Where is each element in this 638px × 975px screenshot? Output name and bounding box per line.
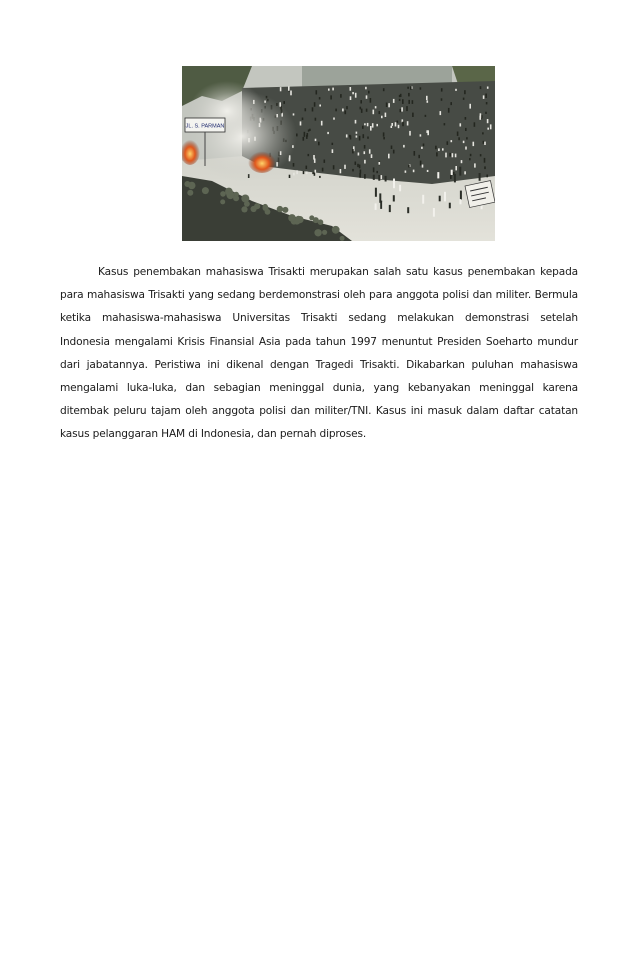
crowd-figure	[364, 160, 366, 164]
crowd-figure	[403, 145, 405, 148]
street-figure	[407, 207, 409, 213]
paragraph-line: ditembak peluru tajam oleh anggota polisi dan militer/TNI. Kasus ini masuk dalam daftar catatan	[60, 405, 578, 418]
street-figure	[444, 192, 446, 202]
crowd-figure	[408, 165, 410, 168]
crowd-figure	[420, 161, 422, 166]
crowd-figure	[359, 165, 361, 169]
crowd-figure	[308, 154, 310, 156]
paragraph-line: kasus pelanggaran HAM di Indonesia, dan pernah diproses.	[60, 428, 367, 441]
crowd-figure	[400, 109, 402, 112]
crowd-figure	[484, 166, 486, 169]
crowd-figure	[449, 153, 451, 157]
crowd-figure	[427, 130, 429, 135]
paragraph-line: Indonesia mengalami Krisis Finansial Asia pada tahun 1997 menuntut Presiden Soeharto mundur	[60, 335, 578, 348]
street-figure	[373, 175, 375, 180]
crowd-figure	[412, 113, 414, 117]
crowd-figure	[376, 171, 378, 173]
crowd-figure	[319, 97, 321, 99]
crowd-figure	[370, 98, 372, 103]
police-helmet	[241, 195, 249, 203]
crowd-figure	[460, 123, 462, 126]
crowd-figure	[304, 132, 306, 137]
crowd-figure	[465, 128, 467, 131]
crowd-figure	[293, 163, 295, 167]
street-figure	[479, 173, 481, 181]
crowd-figure	[332, 88, 334, 91]
police-helmet	[220, 199, 225, 204]
crowd-figure	[414, 151, 416, 156]
crowd-figure	[407, 87, 409, 89]
crowd-figure	[479, 116, 481, 120]
crowd-figure	[367, 123, 369, 126]
crowd-figure	[487, 128, 489, 130]
police-helmet	[295, 216, 301, 222]
crowd-figure	[473, 142, 475, 146]
crowd-figure	[375, 106, 377, 108]
street-sign-text: JL. S. PARMAN	[185, 123, 225, 130]
crowd-figure	[463, 98, 465, 100]
crowd-figure	[365, 87, 367, 90]
crowd-figure	[369, 149, 371, 153]
crowd-figure	[410, 86, 412, 89]
crowd-figure	[333, 118, 335, 120]
street-figure	[451, 170, 453, 175]
crowd-figure	[402, 99, 404, 104]
crowd-figure	[358, 153, 360, 156]
police-helmet	[202, 187, 209, 194]
street-figure	[375, 203, 377, 210]
crowd-figure	[464, 90, 466, 94]
crowd-figure	[483, 95, 485, 99]
crowd-figure	[324, 160, 326, 163]
crowd-figure	[408, 100, 410, 104]
crowd-figure	[319, 105, 321, 107]
crowd-figure	[356, 136, 358, 138]
crowd-figure	[397, 121, 399, 123]
crowd-figure	[349, 135, 351, 138]
crowd-figure	[359, 136, 361, 141]
crowd-figure	[368, 91, 370, 94]
crowd-figure	[359, 173, 361, 178]
crowd-figure	[303, 171, 305, 174]
crowd-figure	[289, 175, 291, 178]
crowd-figure	[440, 111, 442, 115]
crowd-figure	[376, 124, 378, 126]
street-figure	[460, 199, 462, 204]
crowd-figure	[366, 109, 368, 112]
crowd-figure	[315, 118, 317, 121]
street-figure	[449, 203, 451, 209]
crowd-figure	[464, 171, 466, 174]
crowd-figure	[372, 123, 374, 127]
crowd-figure	[383, 88, 385, 91]
crowd-figure	[484, 158, 486, 163]
crowd-figure	[363, 134, 365, 138]
street-figure	[437, 172, 439, 178]
crowd-figure	[293, 173, 295, 176]
crowd-figure	[487, 119, 489, 123]
crowd-figure	[385, 113, 387, 117]
crowd-figure	[355, 93, 357, 98]
crowd-figure	[451, 140, 453, 142]
paragraph-line: para mahasiswa Trisakti yang sedang berdemonstrasi oleh para anggota polisi dan militer. Bermula	[60, 289, 578, 302]
crowd-figure	[435, 146, 437, 150]
crowd-figure	[422, 165, 424, 168]
crowd-figure	[483, 141, 485, 144]
crowd-figure	[465, 117, 467, 120]
crowd-figure	[466, 137, 468, 139]
protest-photo-drawing	[182, 66, 495, 241]
paragraph-line: ketika mahasiswa-mahasiswa Universitas Trisakti sedang melakukan demonstrasi setelah	[60, 312, 578, 325]
police-helmet	[288, 214, 296, 222]
crowd-figure	[342, 109, 344, 112]
crowd-figure	[322, 168, 324, 172]
crowd-figure	[305, 108, 307, 111]
crowd-figure	[487, 87, 489, 89]
crowd-figure	[306, 135, 308, 139]
crowd-figure	[463, 141, 465, 143]
crowd-figure	[441, 88, 443, 91]
crowd-figure	[315, 139, 317, 141]
street-figure	[375, 188, 377, 197]
crowd-figure	[373, 167, 375, 172]
police-helmet	[263, 205, 269, 211]
crowd-figure	[314, 173, 316, 176]
crowd-figure	[461, 160, 463, 163]
crowd-figure	[346, 134, 348, 137]
paragraph-line: mengalami luka-luka, dan sebagian meninggal dunia, yang kebanyakan meninggal karena	[60, 382, 578, 395]
crowd-figure	[452, 153, 454, 157]
crowd-figure	[352, 92, 354, 94]
crowd-figure	[458, 137, 460, 140]
protest-photo	[182, 66, 495, 241]
crowd-figure	[485, 94, 487, 99]
crowd-figure	[357, 164, 359, 167]
crowd-figure	[370, 126, 372, 131]
police-helmet	[282, 207, 288, 213]
street-figure	[439, 196, 441, 202]
crowd-figure	[344, 165, 346, 169]
crowd-figure	[356, 132, 358, 134]
crowd-figure	[360, 170, 362, 174]
crowd-figure	[425, 115, 427, 117]
crowd-figure	[393, 99, 395, 103]
crowd-figure	[381, 116, 383, 119]
crowd-figure	[388, 103, 390, 107]
crowd-figure	[388, 154, 390, 159]
crowd-figure	[381, 175, 383, 179]
crowd-figure	[379, 162, 381, 165]
crowd-figure	[340, 94, 342, 98]
police-helmet	[187, 190, 193, 196]
crowd-figure	[330, 95, 332, 99]
crowd-figure	[360, 107, 362, 110]
crowd-figure	[455, 166, 457, 170]
crowd-figure	[398, 125, 400, 128]
crowd-figure	[364, 145, 366, 149]
crowd-figure	[470, 154, 472, 156]
crowd-figure	[486, 102, 488, 104]
street-figure	[399, 185, 401, 192]
crowd-figure	[469, 158, 471, 160]
street-figure	[380, 201, 382, 209]
street-figure	[385, 176, 387, 182]
crowd-figure	[399, 95, 401, 97]
crowd-figure	[290, 91, 292, 96]
crowd-figure	[303, 137, 305, 141]
police-helmet	[332, 226, 340, 234]
crowd-figure	[366, 95, 368, 98]
crowd-figure	[345, 110, 347, 114]
crowd-figure	[427, 100, 429, 102]
crowd-figure	[321, 121, 323, 126]
police-helmet	[322, 230, 327, 235]
crowd-figure	[314, 102, 316, 107]
street-figure	[378, 175, 380, 181]
crowd-figure	[436, 152, 438, 156]
crowd-figure	[293, 113, 295, 115]
crowd-figure	[442, 148, 444, 150]
street-figure	[422, 195, 424, 204]
crowd-figure	[332, 149, 334, 153]
crowd-figure	[300, 121, 302, 125]
police-helmet	[254, 203, 260, 209]
crowd-figure	[391, 126, 393, 128]
crowd-figure	[360, 100, 362, 103]
crowd-figure	[445, 153, 447, 158]
police-helmet	[220, 191, 226, 197]
crowd-figure	[448, 108, 450, 113]
police-helmet	[227, 191, 235, 199]
crowd-figure	[328, 89, 330, 91]
crowd-figure	[402, 122, 404, 127]
crowd-figure	[438, 148, 440, 151]
crowd-figure	[379, 111, 381, 114]
crowd-figure	[484, 142, 486, 145]
crowd-figure	[361, 109, 363, 113]
crowd-figure	[312, 107, 314, 111]
police-helmet	[313, 217, 319, 223]
street-figure	[393, 179, 395, 189]
crowd-figure	[413, 170, 415, 173]
crowd-figure	[412, 100, 414, 104]
police-helmet	[314, 229, 321, 236]
crowd-figure	[296, 170, 298, 174]
crowd-figure	[346, 106, 348, 109]
police-helmet	[340, 236, 345, 241]
crowd-figure	[352, 149, 354, 153]
crowd-figure	[408, 93, 410, 97]
crowd-figure	[420, 87, 422, 89]
crowd-figure	[364, 174, 366, 179]
crowd-figure	[362, 126, 364, 129]
crowd-figure	[302, 118, 304, 121]
crowd-figure	[393, 150, 395, 154]
street-figure	[389, 205, 391, 212]
crowd-figure	[465, 147, 467, 150]
crowd-figure	[306, 171, 308, 174]
crowd-figure	[280, 87, 282, 91]
crowd-figure	[316, 90, 318, 94]
crowd-figure	[340, 169, 342, 173]
crowd-figure	[485, 112, 487, 114]
crowd-figure	[444, 123, 446, 125]
crowd-figure	[441, 98, 443, 101]
crowd-figure	[409, 131, 411, 136]
crowd-figure	[406, 106, 408, 111]
street-figure	[460, 191, 462, 200]
crowd-figure	[474, 122, 476, 127]
crowd-figure	[327, 132, 329, 134]
paragraph-line: Kasus penembakan mahasiswa Trisakti merupakan salah satu kasus penembakan kepada	[98, 266, 578, 278]
crowd-figure	[480, 86, 482, 89]
crowd-figure	[469, 104, 471, 109]
crowd-figure	[421, 147, 423, 149]
crowd-figure	[335, 109, 337, 112]
crowd-figure	[405, 171, 407, 173]
crowd-figure	[401, 107, 403, 111]
crowd-figure	[447, 141, 449, 145]
crowd-figure	[455, 154, 457, 158]
crowd-figure	[319, 176, 321, 178]
crowd-figure	[399, 99, 401, 101]
crowd-figure	[283, 101, 285, 104]
crowd-figure	[482, 132, 484, 134]
crowd-figure	[395, 122, 397, 126]
crowd-figure	[427, 170, 429, 172]
crowd-figure	[371, 154, 373, 158]
crowd-figure	[333, 165, 335, 169]
crowd-figure	[383, 137, 385, 139]
crowd-figure	[391, 146, 393, 150]
crowd-figure	[288, 86, 290, 91]
crowd-figure	[450, 175, 452, 179]
crowd-figure	[420, 134, 422, 136]
crowd-figure	[308, 130, 310, 132]
fire	[248, 149, 276, 173]
police-helmet	[241, 206, 247, 212]
police-helmet	[277, 206, 283, 212]
crowd-figure	[364, 151, 366, 154]
paragraph-line: dari jabatannya. Peristiwa ini dikenal dengan Tragedi Trisakti. Dikabarkan puluhan mahasiswa	[60, 358, 578, 371]
crowd-figure	[474, 163, 476, 167]
crowd-figure	[386, 103, 388, 108]
crowd-figure	[391, 123, 393, 126]
crowd-figure	[318, 142, 320, 146]
crowd-figure	[481, 115, 483, 118]
crowd-figure	[373, 110, 375, 115]
crowd-figure	[407, 121, 409, 125]
crowd-figure	[314, 159, 316, 163]
crowd-figure	[350, 87, 352, 91]
crowd-figure	[450, 102, 452, 105]
crowd-figure	[490, 124, 492, 129]
crowd-figure	[480, 154, 482, 156]
crowd-figure	[332, 143, 334, 145]
street-figure	[393, 195, 395, 201]
crowd-figure	[423, 144, 425, 147]
crowd-figure	[355, 162, 357, 165]
crowd-figure	[352, 169, 354, 172]
crowd-figure	[455, 89, 457, 91]
crowd-figure	[426, 96, 428, 100]
crowd-figure	[306, 166, 308, 169]
crowd-figure	[457, 132, 459, 136]
police-helmet	[184, 181, 190, 187]
crowd-figure	[355, 120, 357, 124]
street-figure	[454, 174, 456, 183]
body-paragraph	[60, 261, 578, 447]
police-helmet	[234, 192, 239, 197]
street-figure	[433, 208, 435, 217]
crowd-figure	[364, 123, 366, 125]
crowd-figure	[383, 132, 385, 136]
crowd-figure	[350, 96, 352, 100]
crowd-figure	[367, 137, 369, 139]
crowd-figure	[418, 155, 420, 158]
street-figure	[459, 167, 461, 176]
crowd-figure	[486, 175, 488, 178]
